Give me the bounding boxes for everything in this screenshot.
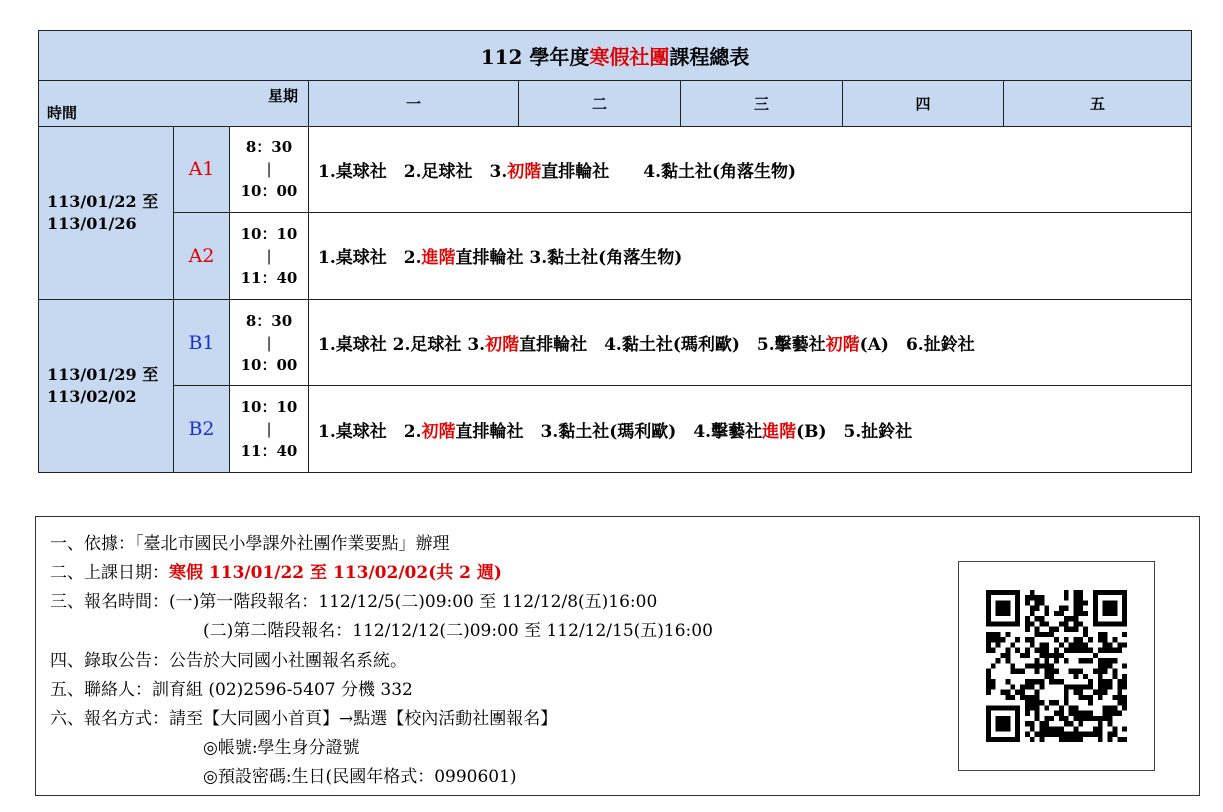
club-text: (A) 6.扯鈴社 [859,335,975,356]
day-header-fri: 五 [1004,81,1192,126]
club-text: 1.桌球社 2.足球社 3. [318,161,508,182]
level-highlight: 進階 [762,421,797,442]
qr-code-icon [986,590,1127,742]
club-list [309,299,1192,386]
level-highlight: 初階 [485,335,520,356]
info-line-basis: 一、依據：「臺北市國民小學課外社團作業要點」辦理 [50,534,450,554]
club-text: 直排輪社 4.黏土社(角落生物) [541,161,797,182]
session-time: 8：30 | 10：00 [230,299,309,386]
club-text: 直排輪社 4.黏土社(瑪利歐) 5.擊藝社 [519,335,826,356]
club-text: 直排輪社 3.黏土社(瑪利歐) 4.擊藝社 [455,421,763,442]
title-prefix: 112 學年度 [480,45,590,70]
session-code: A2 [174,213,230,300]
club-text: 直排輪社 3.黏土社(角落生物) [455,248,683,269]
day-header-thu: 四 [843,81,1004,126]
club-list [309,126,1192,213]
table-row [39,386,1192,473]
session-code: A1 [174,126,230,213]
info-line-announcement: 四、錄取公告：公告於大同國小社團報名系統。 [50,651,407,671]
info-line-dates: 二、上課日期：寒假 113/01/22 至 113/02/02(共 2 週) [50,563,502,583]
club-text: 1.桌球社 2.足球社 3. [318,335,486,356]
period-range-b: 113/01/29 至 113/02/02 [39,299,174,472]
period-range-a: 113/01/22 至 113/01/26 [39,126,174,299]
club-text: 1.桌球社 2. [318,248,422,269]
session-code: B2 [174,386,230,473]
session-time: 10：10 | 11：40 [230,213,309,300]
day-header-tue: 二 [519,81,681,126]
title-suffix: 課程總表 [669,45,750,70]
week-label: 星期 [267,87,298,106]
info-line-account: ◎帳號:學生身分證號 [203,738,360,758]
qr-code [958,561,1155,771]
info-box [35,516,1200,796]
day-header-wed: 三 [681,81,843,126]
club-text: (B) 5.扯鈴社 [796,421,913,442]
info-line-registration: 三、報名時間：(一)第一階段報名：112/12/5(二)09:00 至 112/12/8(五)16:00 [50,592,658,612]
day-header-mon: 一 [309,81,519,126]
info-line-contact: 五、聯絡人：訓育組 (02)2596-5407 分機 332 [50,680,413,700]
schedule-table [38,30,1192,473]
level-highlight: 初階 [421,421,456,442]
session-time: 10：10 | 11：40 [230,386,309,473]
level-highlight: 初階 [507,161,542,182]
table-row [39,126,1192,213]
club-list [309,213,1192,300]
level-highlight: 進階 [421,248,456,269]
level-highlight: 初階 [825,335,860,356]
club-list [309,386,1192,473]
table-row [39,213,1192,300]
table-title [39,31,1192,81]
info-line-registration-2: (二)第二階段報名：112/12/12(二)09:00 至 112/12/15(五)16:00 [203,621,713,641]
session-code: B1 [174,299,230,386]
corner-header-cell [39,81,309,126]
session-time: 8：30 | 10：00 [230,126,309,213]
title-highlight: 寒假社團 [589,45,670,70]
info-line-method: 六、報名方式：請至【大同國小首頁】→點選【校內活動社團報名】 [50,709,558,729]
info-line-password: ◎預設密碼:生日(民國年格式：0990601) [203,767,517,787]
table-row [39,299,1192,386]
club-text: 1.桌球社 2. [318,421,422,442]
time-label: 時間 [47,103,78,122]
